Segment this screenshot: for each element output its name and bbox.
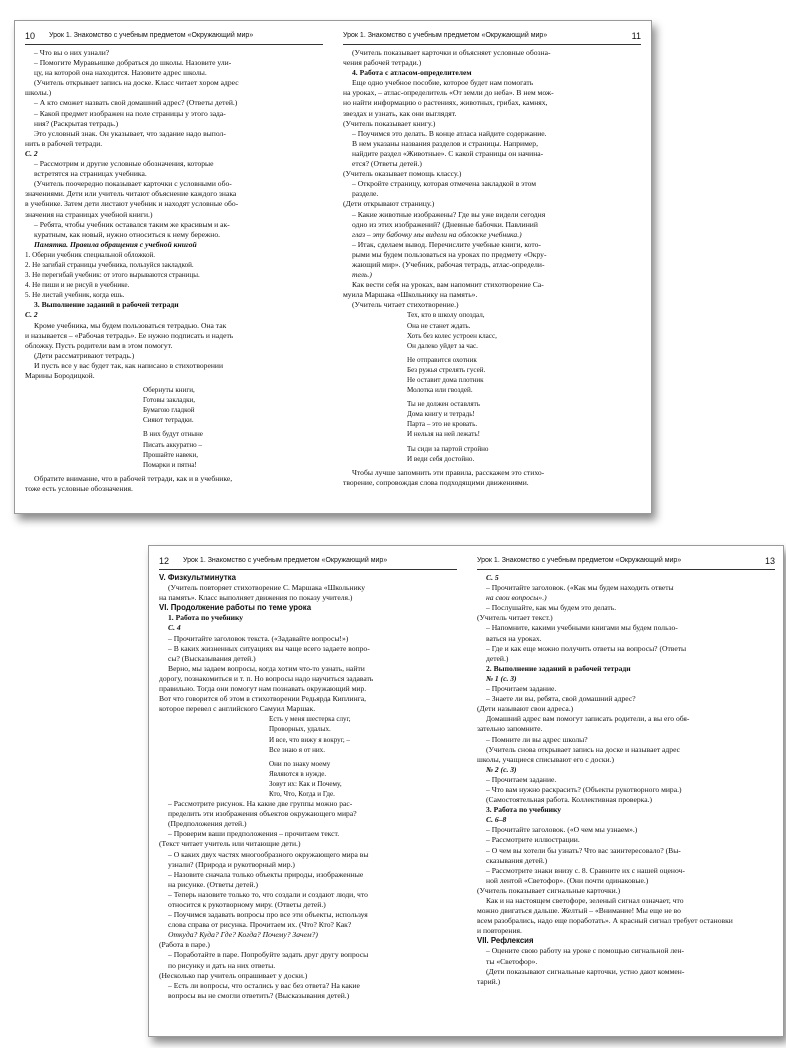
text-line: ты «Светофор».	[486, 956, 538, 966]
text-line: ваться на уроках.	[486, 633, 542, 643]
text-line: Чтобы лучше запомнить эти правила, расскажем это стихо-	[352, 467, 545, 477]
text-line: Марины Бородицкой.	[25, 371, 95, 380]
text-line: тоже есть условные обозначения.	[25, 483, 133, 493]
text-line: – Прочитайте заголовок. («О чем мы узнаем».)	[486, 825, 638, 835]
text-line: творение, сопровождая слова подходящими движениями.	[343, 477, 529, 487]
text-line: – Поучимся задавать вопросы про все эти объекты, используя	[168, 910, 368, 920]
text-line: Домашний адрес вам помогут записать родители, а вы его обя-	[486, 714, 690, 724]
text-line: В нем указаны названия разделов и страницы. Например,	[352, 138, 538, 148]
text-line: – Что вы о них узнали?	[34, 48, 110, 57]
page-number: 13	[764, 556, 775, 566]
text-line: значениями. Дети или учитель читают объяснение каждого знака	[25, 189, 237, 199]
text-line: пределить эти изображения объектов окружающего мира?	[168, 809, 357, 819]
text-line: – Рассмотрите иллюстрации.	[486, 835, 580, 845]
text-line: всем разобрались, надо еще поработать». А красный сигнал требует остановки	[477, 916, 733, 926]
text-line: И веди себя достойно.	[407, 454, 475, 463]
text-line: Готовы закладки,	[143, 396, 196, 405]
text-line: которое перевел с английского Самуил Маршак.	[159, 704, 316, 714]
text-line: на рисунке. (Ответы детей.)	[168, 879, 258, 889]
text-line: VI. Продолжение работы по теме урока	[159, 603, 312, 613]
text-line: Не отправится охотник	[407, 355, 477, 364]
text-line: 1. Оберни учебник специальной обложкой.	[25, 250, 156, 259]
text-line: на свои вопросы».)	[486, 593, 547, 603]
text-line: тель.)	[352, 270, 372, 280]
text-line: – Какой предмет изображен на поле страницы у этого зада-	[34, 108, 226, 118]
text-line: – Проверим ваши предположения – прочитаем текст.	[168, 829, 340, 839]
text-line: 1. Работа по учебнику	[168, 613, 244, 623]
text-line: – Помните ли вы адрес школы?	[486, 734, 588, 744]
text-line: (Дети показывают сигнальные карточки, устно дают коммен-	[486, 966, 685, 976]
text-line: разделе.	[352, 189, 379, 199]
text-line: чения рабочей тетради.)	[343, 58, 422, 68]
text-line: 2. Не загибай страницы учебника, пользуйся закладкой.	[25, 260, 194, 269]
text-line: можно двигаться дальше. Желтый – «Внимание! Мы еще не во	[477, 906, 681, 916]
text-line: на память». Класс выполняет движения по показу учителя.)	[159, 593, 353, 603]
text-line: встретятся на страницах учебника.	[34, 169, 147, 179]
text-line: на уроках, – атлас-определитель «От земли до неба». В нем мож-	[343, 88, 554, 98]
text-line: Вот что говорится об этом в стихотворении Редьярда Киплинга,	[159, 694, 367, 704]
text-line: найдите раздел «Животные». С какой страницы он начина-	[352, 148, 544, 158]
page-number: 10	[25, 31, 36, 41]
text-line: рыми мы будем пользоваться на уроках по предмету «Окру-	[352, 249, 547, 259]
text-line: – Прочитаем задание.	[486, 684, 557, 694]
text-line: слова справа от рисунка. Прочитаем их. (Что? Кто? Как?	[168, 920, 352, 930]
text-line: С. 2	[25, 310, 38, 320]
text-line: – Помогите Муравьишке добраться до школы. Назовите ули-	[34, 58, 232, 68]
text-line: – Оцените свою работу на уроке с помощью сигнальной лен-	[486, 946, 685, 956]
text-line: (Дети рассматривают тетрадь.)	[34, 350, 135, 360]
text-line: – О каких двух частях многообразного окружающего мира вы	[168, 849, 369, 859]
running-header	[159, 555, 457, 570]
text-line: и повторения.	[477, 926, 522, 936]
text-line: правильно. Тогда они помогут нам познавать окружающий мир.	[159, 684, 367, 694]
text-line: И пусть все у вас будет так, как написано в стихотворении	[34, 360, 224, 370]
text-line: – Какие животные изображены? Где вы уже видели сегодня	[352, 209, 546, 219]
page-body	[477, 570, 775, 987]
text-line: Парта – это не кровать.	[407, 420, 478, 429]
text-line: 3. Выполнение заданий в рабочей тетради	[34, 300, 179, 310]
text-line: ной лентой «Светофор». (Они почти одинаковые.)	[486, 875, 649, 885]
text-line: И нельзя на ней лежать!	[407, 430, 480, 439]
text-line: 4. Не пиши и не рисуй в учебнике.	[25, 281, 130, 290]
text-line: (Учитель снова открывает запись на доске и называет адрес	[486, 744, 681, 754]
text-line: – Знаете ли вы, ребята, свой домашний адрес?	[486, 694, 636, 704]
text-line: ется? (Ответы детей.)	[352, 159, 422, 169]
text-line: Верно, мы задаем вопросы, когда хотим что-то узнать, найти	[168, 663, 365, 673]
text-line: № 2 (с. 3)	[486, 764, 517, 774]
page-10	[25, 21, 323, 513]
text-line: – Напомните, какими учебными книгами мы будем пользо-	[486, 623, 678, 633]
text-line: V. Физкультминутка	[159, 573, 236, 582]
page-12	[159, 546, 457, 1036]
text-line: нить в рабочей тетради.	[25, 138, 103, 148]
text-line: (Учитель читает текст.)	[477, 613, 553, 623]
text-line: – Где и как еще можно получить ответы на вопросы? (Ответы	[486, 643, 687, 653]
text-line: – Есть ли вопросы, что остались у вас без ответа? На какие	[168, 980, 360, 990]
text-line: – Поработайте в паре. Попробуйте задать друг другу вопросы	[168, 950, 369, 960]
text-line: – А кто сможет назвать свой домашний адрес? (Ответы детей.)	[34, 98, 238, 108]
text-line: Бумагою гладкой	[143, 406, 195, 415]
text-line: – Рассмотрим и другие условные обозначения, которые	[34, 159, 214, 169]
page-body	[159, 570, 457, 1001]
book-spread-2	[148, 545, 784, 1037]
text-line: – О чем вы хотели бы узнать? Что вас заинтересовало? (Вы-	[486, 845, 681, 855]
text-line: Кроме учебника, мы будем пользоваться тетрадью. Она так	[34, 320, 227, 330]
text-line: Помарки и пятна!	[143, 460, 197, 469]
text-line: (Работа в паре.)	[159, 940, 210, 950]
text-line: – В каких жизненных ситуациях вы чаще всего задаете вопро-	[168, 643, 370, 653]
text-line: (Учитель показывает книгу.)	[343, 118, 436, 128]
text-line: Они по знаку моему	[269, 759, 331, 768]
text-line: – Послушайте, как мы будем это делать.	[486, 603, 617, 613]
text-line: и называется – «Рабочая тетрадь». Ее нужно подписать и надеть	[25, 330, 234, 340]
text-line: зательно запомните.	[477, 724, 543, 734]
text-line: 4. Работа с атласом-определителем	[352, 68, 472, 78]
text-line: – Откройте страницу, которая отмечена закладкой в этом	[352, 179, 537, 189]
text-line: Являются в нужде.	[269, 769, 327, 778]
text-line: – Прочитаем задание.	[486, 774, 557, 784]
text-line: глаз – эту бабочку мы видели на обложке учебника.)	[352, 229, 522, 239]
text-line: Тех, кто в школу опоздал,	[407, 311, 485, 320]
header-title: Урок 1. Знакомство с учебным предметом «Окружающий мир»	[343, 32, 548, 39]
text-line: Хоть без колес устроен класс,	[407, 331, 497, 340]
text-line: Как вести себя на уроках, вам напомнит стихотворение Са-	[352, 280, 544, 290]
text-line: Ты не должен оставлять	[407, 400, 480, 409]
running-header	[343, 30, 641, 45]
text-line: 3. Работа по учебнику	[486, 805, 562, 815]
page-body	[25, 45, 323, 494]
text-line: муила Маршака «Школьнику на память».	[343, 290, 478, 300]
text-line: (Самостоятельная работа. Коллективная проверка.)	[486, 795, 653, 805]
text-line: (Дети называют свои адреса.)	[477, 704, 574, 714]
text-line: Обратите внимание, что в рабочей тетради, как и в учебнике,	[34, 473, 233, 483]
text-line: (Учитель открывает запись на доске. Класс читает хором адрес	[34, 78, 239, 88]
text-line: вопросы вы не смогли ответить? (Высказывания детей.)	[168, 990, 350, 1000]
text-line: значения на страницах учебной книги.)	[25, 209, 153, 219]
text-line: сказывания детей.)	[486, 855, 548, 865]
text-line: детей.)	[486, 653, 509, 663]
text-line: тарий.)	[477, 976, 501, 986]
text-line: 2. Выполнение заданий в рабочей тетради	[486, 663, 631, 673]
text-line: – Что вам нужно раскрасить? (Объекты рукотворного мира.)	[486, 784, 682, 794]
text-line: – Поучимся это делать. В конце атласа найдите содержание.	[352, 128, 547, 138]
text-line: Не оставит дома плотник	[407, 376, 484, 384]
text-line: жающий мир». (Учебник, рабочая тетрадь, атлас-определи-	[352, 259, 545, 269]
text-line: куратным, как новый, нужно относиться к нему бережно.	[34, 229, 221, 239]
text-line: Он далеко уйдет за час.	[407, 341, 478, 350]
text-line: VII. Рефлексия	[477, 936, 534, 946]
text-line: С. 5	[486, 573, 499, 582]
text-line: (Несколько пар учитель опрашивает у доски.)	[159, 970, 308, 980]
header-title: Урок 1. Знакомство с учебным предметом «Окружающий мир»	[49, 32, 254, 39]
text-line: цу, на которой она находится. Назовите адрес школы.	[34, 68, 207, 78]
text-line: – Ребята, чтобы учебник оставался таким же красивым и ак-	[34, 219, 230, 229]
page-body	[343, 45, 641, 488]
running-header	[25, 30, 323, 45]
text-line: относится к рукотворному миру. (Ответы детей.)	[168, 900, 326, 909]
text-line: (Учитель показывает карточки и объясняет условные обозна-	[352, 48, 551, 57]
text-line: (Учитель оказывает помощь классу.)	[343, 169, 462, 179]
text-line: – Рассмотрите рисунок. На какие две группы можно рас-	[168, 799, 353, 809]
text-line: Это условный знак. Он указывает, что задание надо выпол-	[34, 128, 226, 138]
text-line: ния? (Раскрытая тетрадь.)	[34, 118, 119, 128]
text-line: Молотка или гвоздей.	[407, 386, 473, 395]
text-line: узнали? (Природа и рукотворный мир.)	[168, 859, 295, 869]
text-line: Памятка. Правила обращения с учебной книгой	[34, 239, 197, 249]
text-line: Ты сиди за партой стройно	[407, 444, 489, 453]
text-line: (Предположения детей.)	[168, 819, 247, 829]
text-line: Обернуты книги,	[143, 386, 195, 395]
text-line: С. 4	[168, 623, 181, 633]
text-line: Без ружья стрелять гусей.	[407, 365, 486, 374]
text-line: (Учитель показывает сигнальные карточки.)	[477, 885, 621, 895]
page-number: 12	[159, 556, 170, 566]
text-line: Дома книгу и тетрадь!	[407, 410, 475, 419]
text-line: дорогу, познакомиться и т. п. Но вопросы надо научиться задавать	[159, 673, 374, 683]
text-line: (Текст читает учитель или читающие дети.)	[159, 839, 301, 849]
text-line: Проворных, удалых.	[269, 725, 331, 734]
text-line: в учебнике. Затем дети листают учебник и находят условные обо-	[25, 199, 239, 209]
text-line: школы.)	[25, 88, 52, 98]
text-line: Все знаю я от них.	[269, 745, 325, 754]
page-number: 11	[631, 31, 641, 41]
text-line: (Учитель поочередно показывает карточки с условными обо-	[34, 179, 232, 189]
text-line: Сияют тетрадки.	[143, 416, 194, 425]
text-line: – Теперь назовите только то, что создали и создают люди, что	[168, 889, 368, 899]
text-line: – Прочитайте заголовок. («Как мы будем находить ответы	[486, 583, 674, 593]
text-line: Зовут их: Как и Почему,	[269, 779, 342, 788]
text-line: Прошайте навеки,	[143, 450, 199, 459]
text-line: (Учитель повторяет стихотворение С. Маршака «Школьнику	[168, 583, 366, 593]
text-line: сы? (Высказывания детей.)	[168, 653, 256, 663]
text-line: № 1 (с. 3)	[486, 673, 517, 683]
text-line: – Назовите сначала только объекты природы, изображенные	[168, 869, 364, 879]
text-line: школы, учащиеся списывают его с доски.)	[477, 754, 615, 764]
running-header	[477, 555, 775, 570]
book-spread-1	[14, 20, 652, 514]
text-line: 5. Не листай учебник, когда ешь.	[25, 291, 125, 300]
text-line: Она не станет ждать.	[407, 321, 471, 330]
text-line: – Итак, сделаем вывод. Перечислите учебные книги, кото-	[352, 239, 541, 249]
text-line: (Дети открывают страницу.)	[343, 199, 435, 209]
page-11	[343, 21, 641, 513]
text-line: но найти информацию о растениях, животных, грибах, камнях,	[343, 98, 548, 108]
text-line: Как и на настоящем светофоре, зеленый сигнал означает, что	[486, 896, 684, 905]
header-title: Урок 1. Знакомство с учебным предметом «Окружающий мир»	[183, 557, 388, 564]
text-line: по рисунку и дать на них ответы.	[168, 960, 276, 970]
header-title: Урок 1. Знакомство с учебным предметом «Окружающий мир»	[477, 557, 682, 564]
text-line: (Учитель читает стихотворение.)	[352, 300, 459, 310]
text-line: С. 6–8	[486, 815, 507, 825]
text-line: звездах и узнать, как они выглядят.	[343, 108, 457, 118]
text-line: Писать аккуратно –	[143, 440, 202, 449]
page-13	[477, 546, 775, 1036]
text-line: Откуда? Куда? Где? Когда? Почему? Зачем?)	[168, 930, 318, 940]
text-line: – Рассмотрите знаки внизу с. 8. Сравните их с нашей оценоч-	[486, 865, 685, 875]
text-line: 3. Не перегибай учебник: от этого вырываются страницы.	[25, 271, 200, 280]
text-line: одно из этих изображений? (Дневные бабочки. Павлиний	[352, 219, 538, 229]
text-line: Еще одно учебное пособие, которое будет нам помогать	[352, 78, 534, 88]
text-line: обложку. Пусть родители вам в этом помогут.	[25, 340, 173, 350]
text-line: Кто, Что, Когда и Где.	[269, 789, 335, 798]
text-line: Есть у меня шестерка слуг,	[269, 715, 351, 724]
text-line: – Прочитайте заголовок текста. («Задавайте вопросы!»)	[168, 633, 349, 643]
text-line: С. 2	[25, 148, 38, 158]
text-line: И все, что вижу я вокруг, –	[269, 735, 350, 744]
text-line: В них будут отныне	[143, 430, 203, 439]
